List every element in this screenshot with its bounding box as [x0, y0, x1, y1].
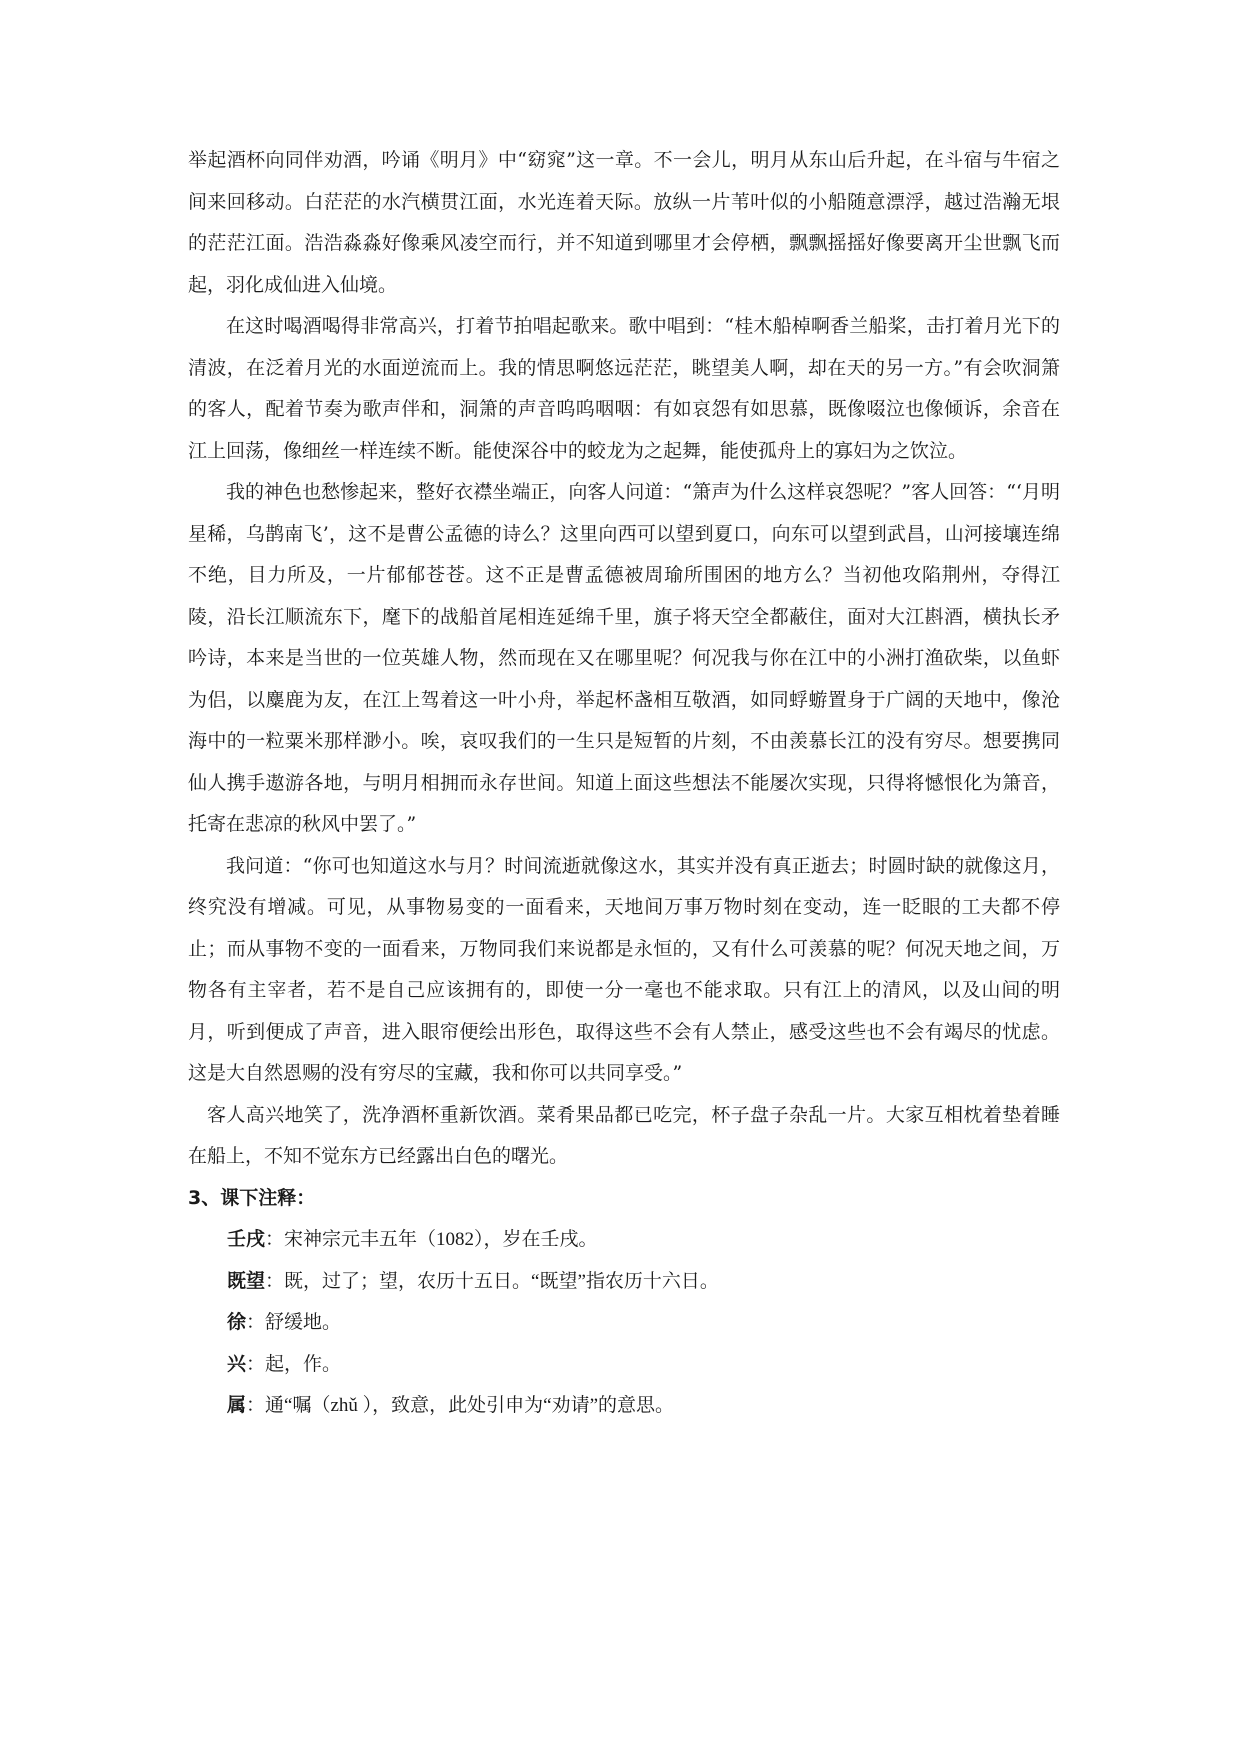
- note-item: [227, 1344, 1060, 1386]
- note-term: 兴: [227, 1352, 247, 1375]
- note-term: 壬戌: [227, 1228, 266, 1250]
- note-text: ：起，作。: [246, 1353, 342, 1375]
- translation-paragraph-2: 在这时喝酒喝得非常高兴，打着节拍唱起歌来。歌中唱到：“桂木船棹啊香兰船桨，击打着月光下的清波，在泛着月光的水面逆流而上。我的情思啊悠远茫茫，眺望美人啊，却在天的另一方。”有会吹洞箫的客人，配着节奏为歌声伴和，洞箫的声音呜呜咽咽：有如哀怨有如思慕，既像啜泣也像倾诉，余音在江上回荡，像细丝一样连续不断。能使深谷中的蛟龙为之起舞，能使孤舟上的寡妇为之饮泣。: [188, 315, 1060, 462]
- note-text: ：既，过了；望，农历十五日。“既望”指农历十六日。: [265, 1270, 719, 1292]
- translation-paragraph-5: 客人高兴地笑了，洗净酒杯重新饮酒。菜肴果品都已吃完，杯子盘子杂乱一片。大家互相枕着垫着睡在船上，不知不觉东方已经露出白色的曙光。: [188, 1103, 1060, 1167]
- translation-paragraph-4: 我问道：“你可也知道这水与月？时间流逝就像这水，其实并没有真正逝去；时圆时缺的就像这月，终究没有增减。可见，从事物易变的一面看来，天地间万事万物时刻在变动，连一眨眼的工夫都不停止；而从事物不变的一面看来，万物同我们来说都是永恒的，又有什么可羡慕的呢？何况天地之间，万物各有主宰者，若不是自己应该拥有的，即使一分一毫也不能求取。只有江上的清风，以及山间的明月，听到便成了声音，进入眼帘便绘出形色，取得这些不会有人禁止，感受这些也不会有竭尽的忧虑。这是大自然恩赐的没有穷尽的宝藏，我和你可以共同享受。”: [188, 854, 1060, 1084]
- note-term: 既望: [227, 1269, 266, 1292]
- note-item: [227, 1302, 1060, 1344]
- note-term: 徐: [227, 1311, 247, 1333]
- translation-paragraph-3: 我的神色也愁惨起来，整好衣襟坐端正，向客人问道：“箫声为什么这样哀怨呢？”客人回答：“‘月明星稀，乌鹊南飞’，这不是曹公孟德的诗么？这里向西可以望到夏口，向东可以望到武昌，山河接壤连绵不绝，目力所及，一片郁郁苍苍。这不正是曹孟德被周瑜所围困的地方么？当初他攻陷荆州，夺得江陵，沿长江顺流东下，麾下的战船首尾相连延绵千里，旗子将天空全都蔽住，面对大江斟酒，横执长矛吟诗，本来是当世的一位英雄人物，然而现在又在哪里呢？何况我与你在江中的小洲打渔砍柴，以鱼虾为侣，以麋鹿为友，在江上驾着这一叶小舟，举起杯盏相互敬酒，如同蜉蝣置身于广阔的天地中，像沧海中的一粒粟米那样渺小。唉，哀叹我们的一生只是短暂的片刻，不由羡慕长江的没有穷尽。想要携同仙人携手遨游各地，与明月相拥而永存世间。知道上面这些想法不能屡次实现，只得将憾恨化为箫音，托寄在悲凉的秋风中罢了。”: [188, 481, 1060, 835]
- document-page: [188, 140, 1060, 1427]
- note-term: 属: [227, 1394, 247, 1416]
- notes-heading: 3、课下注释：: [188, 1186, 316, 1209]
- note-item: [227, 1261, 1060, 1303]
- translation-paragraph-1: 举起酒杯向同伴劝酒，吟诵《明月》中“窈窕”这一章。不一会儿，明月从东山后升起，在斗宿与牛宿之间来回移动。白茫茫的水汽横贯江面，水光连着天际。放纵一片苇叶似的小船随意漂浮，越过浩瀚无垠的茫茫江面。浩浩淼淼好像乘风凌空而行，并不知道到哪里才会停栖，飘飘摇摇好像要离开尘世飘飞而起，羽化成仙进入仙境。: [188, 149, 1060, 296]
- note-item: [227, 1385, 1060, 1427]
- notes-list: [188, 1219, 1060, 1427]
- note-item: [227, 1219, 1060, 1261]
- note-text: ：舒缓地。: [246, 1312, 342, 1333]
- note-text: ：通“嘱（zhǔ ），致意，此处引申为“劝请”的意思。: [246, 1395, 674, 1416]
- note-text: ：宋神宗元丰五年（1082），岁在壬戌。: [265, 1229, 598, 1250]
